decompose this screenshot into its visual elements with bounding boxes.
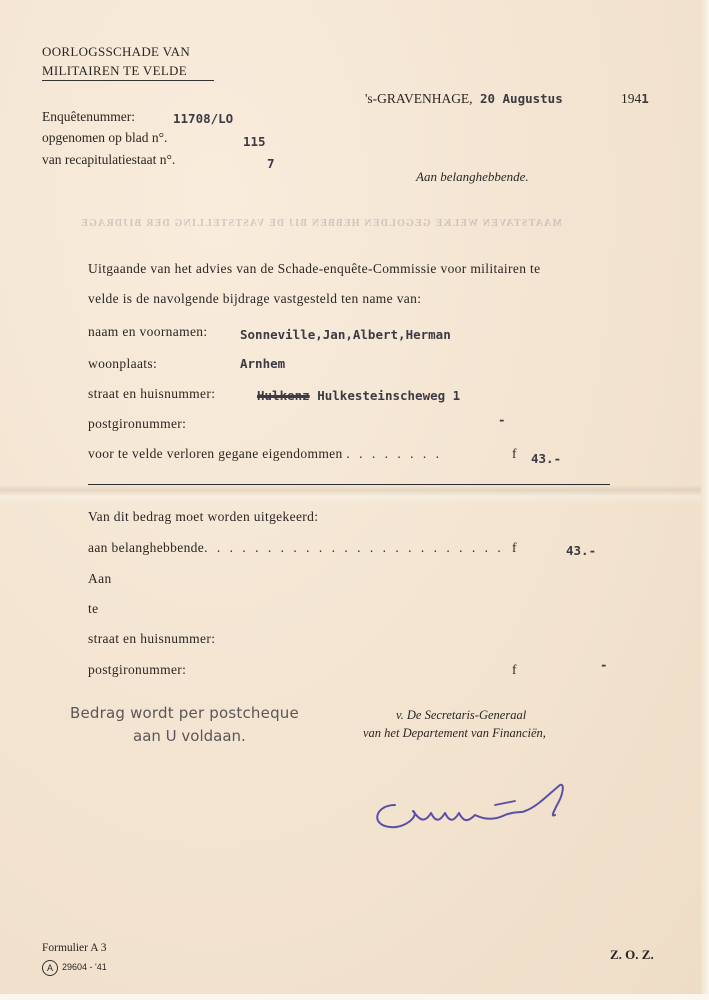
belang-value: 43.-	[566, 543, 597, 558]
enquete-label: Enquêtenummer:	[42, 109, 135, 124]
org-name-line2: MILITAIREN TE VELDE	[42, 63, 187, 78]
blad-value: 115	[243, 134, 266, 149]
org-name-line1: OORLOGSSCHADE VAN	[42, 44, 191, 59]
zoz-label: Z. O. Z.	[610, 947, 654, 962]
straat-struck: Hulkenz	[257, 388, 310, 403]
paper-edge	[701, 0, 709, 1000]
signatory-prefix: v.	[396, 708, 404, 722]
paper-edge-bottom	[0, 994, 709, 1000]
woonplaats-label: woonplaats:	[88, 356, 158, 371]
verloren-dots: . . . . . . . .	[346, 446, 442, 461]
reverse-show-through: MAATSTAVEN WELKE GEGOLDEN HEBBEN BIJ DE VASTSTELLING DER BIJDRAGE	[80, 218, 562, 229]
payout-postgiro-label: postgironummer:	[88, 662, 187, 677]
naam-label: naam en voornamen:	[88, 324, 208, 339]
stamp-line1: Bedrag wordt per postcheque	[70, 704, 299, 722]
section-divider	[88, 484, 610, 485]
enquete-value: 11708/LO	[173, 111, 234, 126]
straat-typed: Hulkesteinscheweg 1	[317, 388, 461, 403]
payout-postgiro-value: -	[600, 657, 608, 672]
naam-value: Sonneville,Jan,Albert,Herman	[240, 327, 451, 342]
place-date	[365, 91, 563, 107]
verloren-label	[88, 446, 442, 462]
date-typed: 20 Augustus	[479, 91, 563, 106]
place-label: 's-GRAVENHAGE,	[365, 91, 473, 106]
year-printed: 194	[621, 91, 642, 106]
blad-label: opgenomen op blad n°.	[42, 130, 168, 145]
verloren-text: voor te velde verloren gegane eigendommen	[88, 446, 343, 461]
postgiro-label: postgironummer:	[88, 416, 187, 431]
recap-label: van recapitulatiestaat n°.	[42, 152, 176, 167]
payout-straat-label: straat en huisnummer:	[88, 631, 216, 646]
straat-label: straat en huisnummer:	[88, 386, 216, 401]
year-typed: 1	[641, 91, 649, 106]
signatory-line1: De Secretaris-Generaal	[406, 708, 527, 722]
aan-label: Aan	[88, 571, 112, 586]
intro-line1: Uitgaande van het advies van de Schade-enquête-Commissie voor militairen te	[88, 261, 541, 276]
form-number: Formulier A 3	[42, 942, 107, 954]
verloren-value: 43.-	[531, 451, 562, 466]
header-underline	[42, 80, 214, 81]
woonplaats-value: Arnhem	[240, 356, 286, 371]
straat-value	[257, 388, 460, 403]
verloren-currency: f	[512, 446, 517, 461]
payout-heading: Van dit bedrag moet worden uitgekeerd:	[88, 509, 319, 524]
signatory-line2: van het Departement van Financiën,	[363, 726, 546, 740]
addressee: Aan belanghebbende.	[416, 169, 529, 184]
stamp-line2: aan U voldaan.	[133, 727, 246, 745]
year	[621, 91, 649, 107]
signatory-title	[396, 708, 526, 723]
intro-line2: velde is de navolgende bijdrage vastgesteld ten name van:	[88, 291, 422, 306]
payout-postgiro-currency: f	[512, 662, 517, 677]
postgiro-value: -	[498, 412, 506, 427]
belang-dots: . . . . . . . . . . . . . . . . . . . . . . . .	[204, 540, 504, 555]
belang-currency: f	[512, 540, 517, 555]
belang-label	[88, 540, 504, 556]
te-label: te	[88, 601, 99, 616]
print-code: 29604 - '41	[62, 962, 107, 972]
handwritten-signature	[365, 775, 575, 835]
belang-text: aan belanghebbende	[88, 540, 205, 555]
recap-value: 7	[267, 156, 275, 171]
printer-mark-icon: A	[42, 960, 58, 976]
